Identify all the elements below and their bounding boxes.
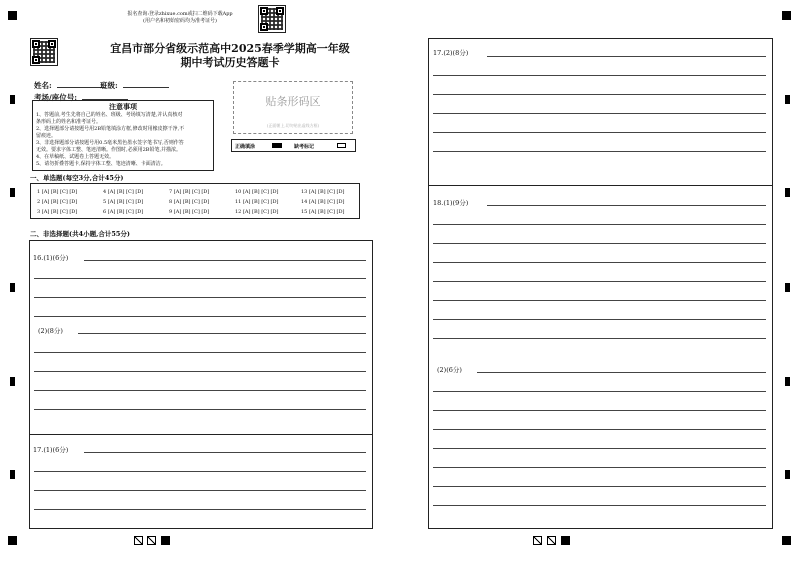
page-marker — [134, 536, 143, 545]
barcode-area — [233, 81, 353, 134]
header-info-line1: 报名查询:登录zhixue.com或扫二维码下载App — [127, 11, 233, 17]
seat-input-line[interactable] — [82, 91, 128, 100]
answer-line — [433, 505, 766, 506]
answer-line — [78, 333, 366, 334]
answer-line — [84, 260, 366, 261]
alignment-mark — [785, 377, 790, 386]
choice-item[interactable]: 14 [A] [B] [C] [D] — [301, 199, 345, 205]
header-info-line2: (用户名和初始密码均为准考证号) — [143, 18, 217, 24]
answer-line — [34, 490, 366, 491]
notice-item: 4、在草稿纸、试题卷上答题无效。 — [36, 154, 115, 160]
notice-item: 无效。要求字体工整、笔迹清晰。作图时,必须用2B铅笔,并描浓。 — [36, 147, 182, 153]
question-18-1-label: 18.(1)(9分) — [433, 199, 469, 207]
choice-item[interactable]: 12 [A] [B] [C] [D] — [235, 209, 279, 215]
answer-line — [433, 281, 766, 282]
page-marker — [547, 536, 556, 545]
question-divider — [30, 434, 372, 435]
answer-line — [34, 297, 366, 298]
answer-line — [433, 113, 766, 114]
answer-line — [34, 316, 366, 317]
page-marker — [561, 536, 570, 545]
choice-item[interactable]: 4 [A] [B] [C] [D] — [103, 189, 144, 195]
fill-sample-box — [231, 139, 356, 152]
answer-line — [433, 75, 766, 76]
choice-item[interactable]: 2 [A] [B] [C] [D] — [37, 199, 78, 205]
answer-line — [433, 319, 766, 320]
notice-item: 5、请勿折叠答题卡,保持字体工整、笔迹清晰、卡面清洁。 — [36, 161, 166, 167]
question-16-2-label: (2)(8分) — [38, 327, 63, 335]
notice-item: 2、选择题部分请按题号用2B铅笔填涂方框,修改时用橡皮擦干净,不 — [36, 126, 185, 132]
answer-line — [433, 429, 766, 430]
answer-line — [34, 278, 366, 279]
answer-area-left[interactable] — [29, 240, 373, 529]
student-qr-code — [30, 38, 58, 66]
answer-line — [433, 224, 766, 225]
choice-item[interactable]: 11 [A] [B] [C] [D] — [235, 199, 279, 205]
alignment-mark — [8, 11, 17, 20]
section2-heading: 二、非选择题(共4小题,合计55分) — [30, 230, 130, 238]
alignment-mark — [10, 283, 15, 292]
answer-line — [34, 371, 366, 372]
notice-item: 3、非选择题部分请按题号用0.5毫米黑色墨水签字笔书写,否则作答 — [36, 140, 184, 146]
alignment-mark — [10, 377, 15, 386]
choice-item[interactable]: 5 [A] [B] [C] [D] — [103, 199, 144, 205]
alignment-mark — [10, 95, 15, 104]
answer-line — [433, 391, 766, 392]
answer-line — [433, 262, 766, 263]
answer-line — [433, 410, 766, 411]
answer-line — [34, 509, 366, 510]
barcode-title: 贴条形码区 — [265, 95, 321, 108]
barcode-hint: (正面朝上,切勿贴出虚线方框) — [266, 123, 320, 128]
choice-item[interactable]: 9 [A] [B] [C] [D] — [169, 209, 210, 215]
alignment-mark — [10, 188, 15, 197]
answer-line — [433, 132, 766, 133]
question-18-2-label: (2)(6分) — [437, 366, 462, 374]
class-label: 班级: — [100, 81, 118, 90]
page-marker — [161, 536, 170, 545]
question-divider — [429, 185, 772, 186]
choice-item[interactable]: 6 [A] [B] [C] [D] — [103, 209, 144, 215]
notice-item: 条形码上的姓名和准考证号。 — [36, 119, 102, 125]
notice-item: 留痕迹。 — [36, 133, 57, 139]
question-17-1-label: 17.(1)(6分) — [33, 446, 69, 454]
notice-box — [32, 100, 214, 171]
choice-item[interactable]: 3 [A] [B] [C] [D] — [37, 209, 78, 215]
answer-line — [433, 243, 766, 244]
correct-fill-example — [272, 143, 282, 148]
exam-title-line2: 期中考试历史答题卡 — [180, 56, 280, 69]
answer-line — [84, 452, 366, 453]
choice-item[interactable]: 15 [A] [B] [C] [D] — [301, 209, 345, 215]
answer-line — [433, 300, 766, 301]
choice-item[interactable]: 7 [A] [B] [C] [D] — [169, 189, 210, 195]
name-label: 姓名: — [34, 81, 52, 90]
answer-line — [34, 409, 366, 410]
exam-title-line1: 宜昌市部分省级示范高中2025春季学期高一年级 — [110, 42, 350, 55]
answer-line — [433, 151, 766, 152]
question-17-2-label: 17.(2)(8分) — [433, 49, 469, 57]
answer-line — [433, 486, 766, 487]
alignment-mark — [782, 11, 791, 20]
answer-line — [487, 205, 766, 206]
app-qr-code — [258, 5, 286, 33]
alignment-mark — [785, 470, 790, 479]
answer-line — [433, 338, 766, 339]
question-16-1-label: 16.(1)(6分) — [33, 254, 69, 262]
answer-line — [34, 352, 366, 353]
choice-item[interactable]: 8 [A] [B] [C] [D] — [169, 199, 210, 205]
answer-line — [477, 372, 766, 373]
answer-area-right[interactable] — [428, 38, 773, 529]
choice-item[interactable]: 10 [A] [B] [C] [D] — [235, 189, 279, 195]
answer-line — [433, 448, 766, 449]
answer-line — [34, 390, 366, 391]
absent-mark-checkbox[interactable] — [337, 143, 346, 148]
alignment-mark — [785, 95, 790, 104]
notice-item: 1、答题前,考生先将自己的姓名、班级、考场填写清楚,并认真核对 — [36, 112, 183, 118]
answer-line — [487, 56, 766, 57]
section1-heading: 一、单选题(每空3分,合计45分) — [30, 174, 124, 182]
alignment-mark — [782, 536, 791, 545]
answer-line — [34, 471, 366, 472]
alignment-mark — [785, 188, 790, 197]
alignment-mark — [10, 470, 15, 479]
choice-item[interactable]: 1 [A] [B] [C] [D] — [37, 189, 78, 195]
class-input-line[interactable] — [123, 79, 169, 88]
page-marker — [533, 536, 542, 545]
answer-line — [433, 94, 766, 95]
correct-fill-label: 正确填涂 — [235, 144, 256, 150]
answer-line — [433, 467, 766, 468]
choice-item[interactable]: 13 [A] [B] [C] [D] — [301, 189, 345, 195]
alignment-mark — [785, 283, 790, 292]
alignment-mark — [8, 536, 17, 545]
seat-label: 考场/座位号: — [34, 93, 78, 102]
choice-answer-box — [30, 183, 360, 219]
absent-mark-label: 缺考标记 — [294, 144, 315, 150]
page-marker — [147, 536, 156, 545]
notice-title: 注意事项 — [109, 102, 137, 111]
